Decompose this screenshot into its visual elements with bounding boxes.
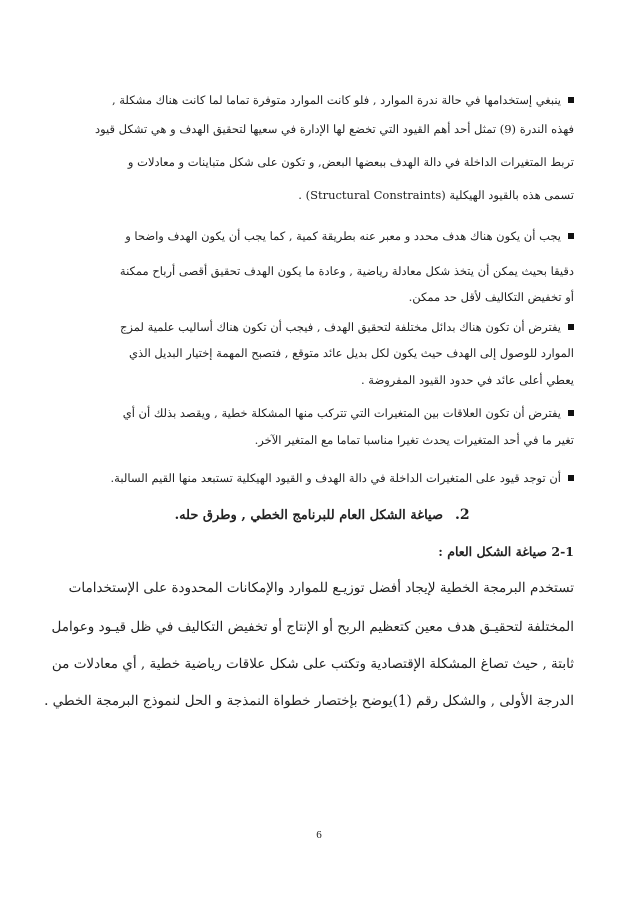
text-line: المختلفة لتحقيـق هدف معين كتعظيم الربح أو الإنتاج أو تخفيض التكاليف في ظل قيـود وعوامل	[51, 619, 574, 635]
subsection-title: 2-1 صياغة الشكل العام :	[438, 544, 574, 559]
text-line: أو تخفيض التكاليف لأقل حد ممكن.	[408, 290, 574, 304]
bullet-icon	[568, 97, 574, 103]
text-line: دقيقا بحيث يمكن أن يتخذ شكل معادلة رياضية , وعادة ما يكون الهدف تحقيق أقصى أرباح ممكنة	[119, 264, 574, 278]
text-line: يفترض أن تكون العلاقات بين المتغيرات التي تتركب منها المشكلة خطية , ويقصد بذلك أن أي	[64, 405, 574, 421]
text-line: يفترض أن تكون هناك بدائل مختلفة لتحقيق الهدف , فيجب أن تكون هناك أساليب علمية لمزج	[64, 319, 574, 335]
text-line: تغير ما في أحد المتغيرات يحدث تغيرا مناسبا تماما مع المتغير الآخر.	[254, 433, 574, 447]
text-line: أن توجد قيود على المتغيرات الداخلة في دالة الهدف و القيود الهيكلية تستبعد منها القيم السالبة.	[64, 470, 574, 486]
bullet-icon	[568, 324, 574, 330]
bullet-icon	[568, 233, 574, 239]
section-title: صياغة الشكل العام للبرنامج الخطي , وطرق حله.	[174, 508, 443, 523]
text-line: الموارد للوصول إلى الهدف حيث يكون لكل بديل عائد متوقع , فتصبح المهمة إختيار البديل الذي	[129, 346, 574, 360]
bullet-icon	[568, 410, 574, 416]
bullet-icon	[568, 475, 574, 481]
text-line: ينبغي إستخدامها في حالة ندرة الموارد , فلو كانت الموارد متوفرة تماما لما كانت هناك مشكلة ,	[64, 92, 574, 108]
text-line: تسمى هذه بالقيود الهيكلية (Structural Constraints) .	[298, 188, 574, 202]
text-line: يعطي أعلى عائد في حدود القيود المفروضة .	[360, 373, 574, 387]
section-number: .2	[455, 507, 470, 523]
text-line: تربط المتغيرات الداخلة في دالة الهدف ببعضها البعض, و تكون على شكل متباينات و معادلات و	[127, 155, 574, 169]
text-line: ثابتة , حيث تصاغ المشكلة الإقتصادية وتكتب على شكل علاقات رياضية خطية , أي معادلات من	[51, 656, 574, 672]
page-number: 6	[316, 829, 322, 841]
text-line: فهذه الندرة (9) تمثل أحد أهم القيود التي تخضع لها الإدارة في سعيها لتحقيق الهدف و هي تشكل قيود	[94, 122, 574, 136]
text-line: يجب أن يكون هناك هدف محدد و معبر عنه بطريقة كمية , كما يجب أن يكون الهدف واضحا و	[64, 228, 574, 244]
text-line: الدرجة الأولى , والشكل رقم (1)يوضح بإختصار خطواة النمذجة و الحل لنموذج البرمجة الخطي .	[44, 693, 574, 709]
text-line: تستخدم البرمجة الخطية لإيجاد أفضل توزيـع للموارد والإمكانات المحدودة على الإستخدامات	[68, 580, 574, 596]
